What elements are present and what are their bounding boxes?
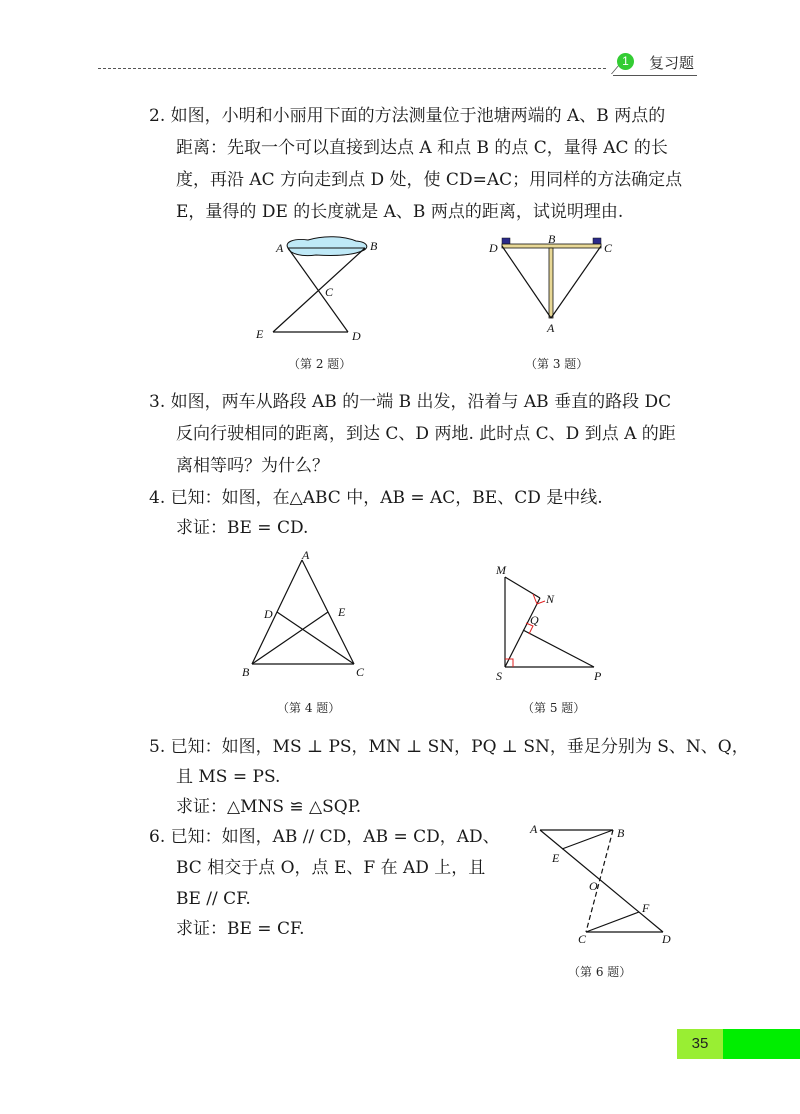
figure-2-caption: （第 2 题）: [288, 357, 352, 371]
label-P: P: [594, 669, 602, 683]
figure-3-diagram: [485, 232, 615, 342]
segment-BE: [562, 830, 613, 849]
p2-line-2: 距离：先取一个可以直接到达点 A 和点 B 的点 C，量得 AC 的长: [176, 138, 668, 158]
p3-line-1: 3. 如图，两车从路段 AB 的一端 B 出发，沿着与 AB 垂直的路段 DC: [149, 392, 672, 412]
p6-line-2: BC 相交于点 O，点 E、F 在 AD 上，且: [176, 858, 486, 878]
label-O: O: [589, 879, 598, 893]
chapter-title: 复习题: [649, 54, 695, 72]
label-A: A: [276, 241, 284, 255]
p2-line-1: 2. 如图，小明和小丽用下面的方法测量位于池塘两端的 A、B 两点的: [149, 106, 666, 126]
figure-6-diagram: [528, 822, 678, 947]
figure-3-caption: （第 3 题）: [525, 357, 589, 371]
p5-line-1: 5. 已知：如图，MS ⊥ PS，MN ⊥ SN，PQ ⊥ SN，垂足分别为 S、N、Q，: [149, 737, 749, 757]
label-B: B: [242, 665, 250, 679]
segment-PQ: [523, 630, 594, 667]
label-E: E: [338, 605, 346, 619]
figure-5-diagram: [490, 560, 610, 685]
page-number: 35: [691, 1035, 709, 1052]
p2-line-3: 度，再沿 AC 方向走到点 D 处，使 CD=AC；用同样的方法确定点: [176, 170, 683, 190]
label-D: D: [489, 241, 498, 255]
label-B: B: [617, 826, 625, 840]
p4-line-1: 4. 已知：如图，在△ABC 中，AB = AC，BE、CD 是中线.: [149, 488, 603, 508]
figure-6-caption: （第 6 题）: [568, 965, 632, 979]
p4-line-2: 求证：BE = CD.: [176, 518, 309, 538]
figure-2-diagram: [256, 232, 380, 347]
label-M: M: [496, 563, 506, 577]
pond-shape: [287, 237, 367, 256]
segment-AD: [502, 246, 551, 318]
segment-MN: [505, 577, 540, 598]
label-E: E: [256, 327, 264, 341]
header-solid-rule: [613, 75, 697, 76]
label-B: B: [370, 239, 378, 253]
label-F: F: [642, 901, 650, 915]
page-color-bar: [723, 1029, 800, 1059]
label-A: A: [547, 321, 555, 335]
label-A: A: [302, 548, 310, 562]
figure-4-caption: （第 4 题）: [277, 701, 341, 715]
label-E: E: [552, 851, 560, 865]
segment-AD: [540, 830, 663, 932]
figure-4-diagram: [240, 550, 375, 680]
label-S: S: [496, 669, 502, 683]
p3-line-3: 离相等吗？为什么？: [176, 456, 329, 476]
label-D: D: [264, 607, 273, 621]
p5-line-3: 求证：△MNS ≌ △SQP.: [176, 797, 362, 817]
chapter-number-badge: 1: [617, 53, 634, 70]
header-dashed-rule: [98, 68, 606, 69]
p3-line-2: 反向行驶相同的距离，到达 C、D 两地. 此时点 C、D 到点 A 的距: [176, 424, 676, 444]
label-D: D: [352, 329, 361, 343]
p6-line-1: 6. 已知：如图，AB // CD，AB = CD，AD、: [149, 827, 500, 847]
p6-line-4: 求证：BE = CF.: [176, 919, 305, 939]
label-A: A: [530, 822, 538, 836]
segment-CF: [586, 912, 639, 932]
label-C: C: [356, 665, 365, 679]
p5-line-2: 且 MS = PS.: [176, 767, 281, 787]
label-N: N: [546, 592, 555, 606]
label-Q: Q: [530, 613, 539, 627]
segment-SN: [505, 598, 540, 667]
p2-line-4: E，量得的 DE 的长度就是 A、B 两点的距离，试说明理由.: [176, 202, 624, 222]
label-C: C: [604, 241, 613, 255]
segment-BE: [273, 248, 365, 332]
p6-line-3: BE // CF.: [176, 889, 251, 909]
label-D: D: [662, 932, 671, 946]
label-B: B: [548, 232, 556, 246]
segment-AC: [551, 246, 601, 318]
label-C: C: [578, 932, 587, 946]
segment-AD: [288, 248, 348, 332]
segment-CD: [277, 612, 354, 664]
label-C: C: [325, 285, 334, 299]
road-AB: [549, 248, 553, 318]
figure-5-caption: （第 5 题）: [522, 701, 586, 715]
